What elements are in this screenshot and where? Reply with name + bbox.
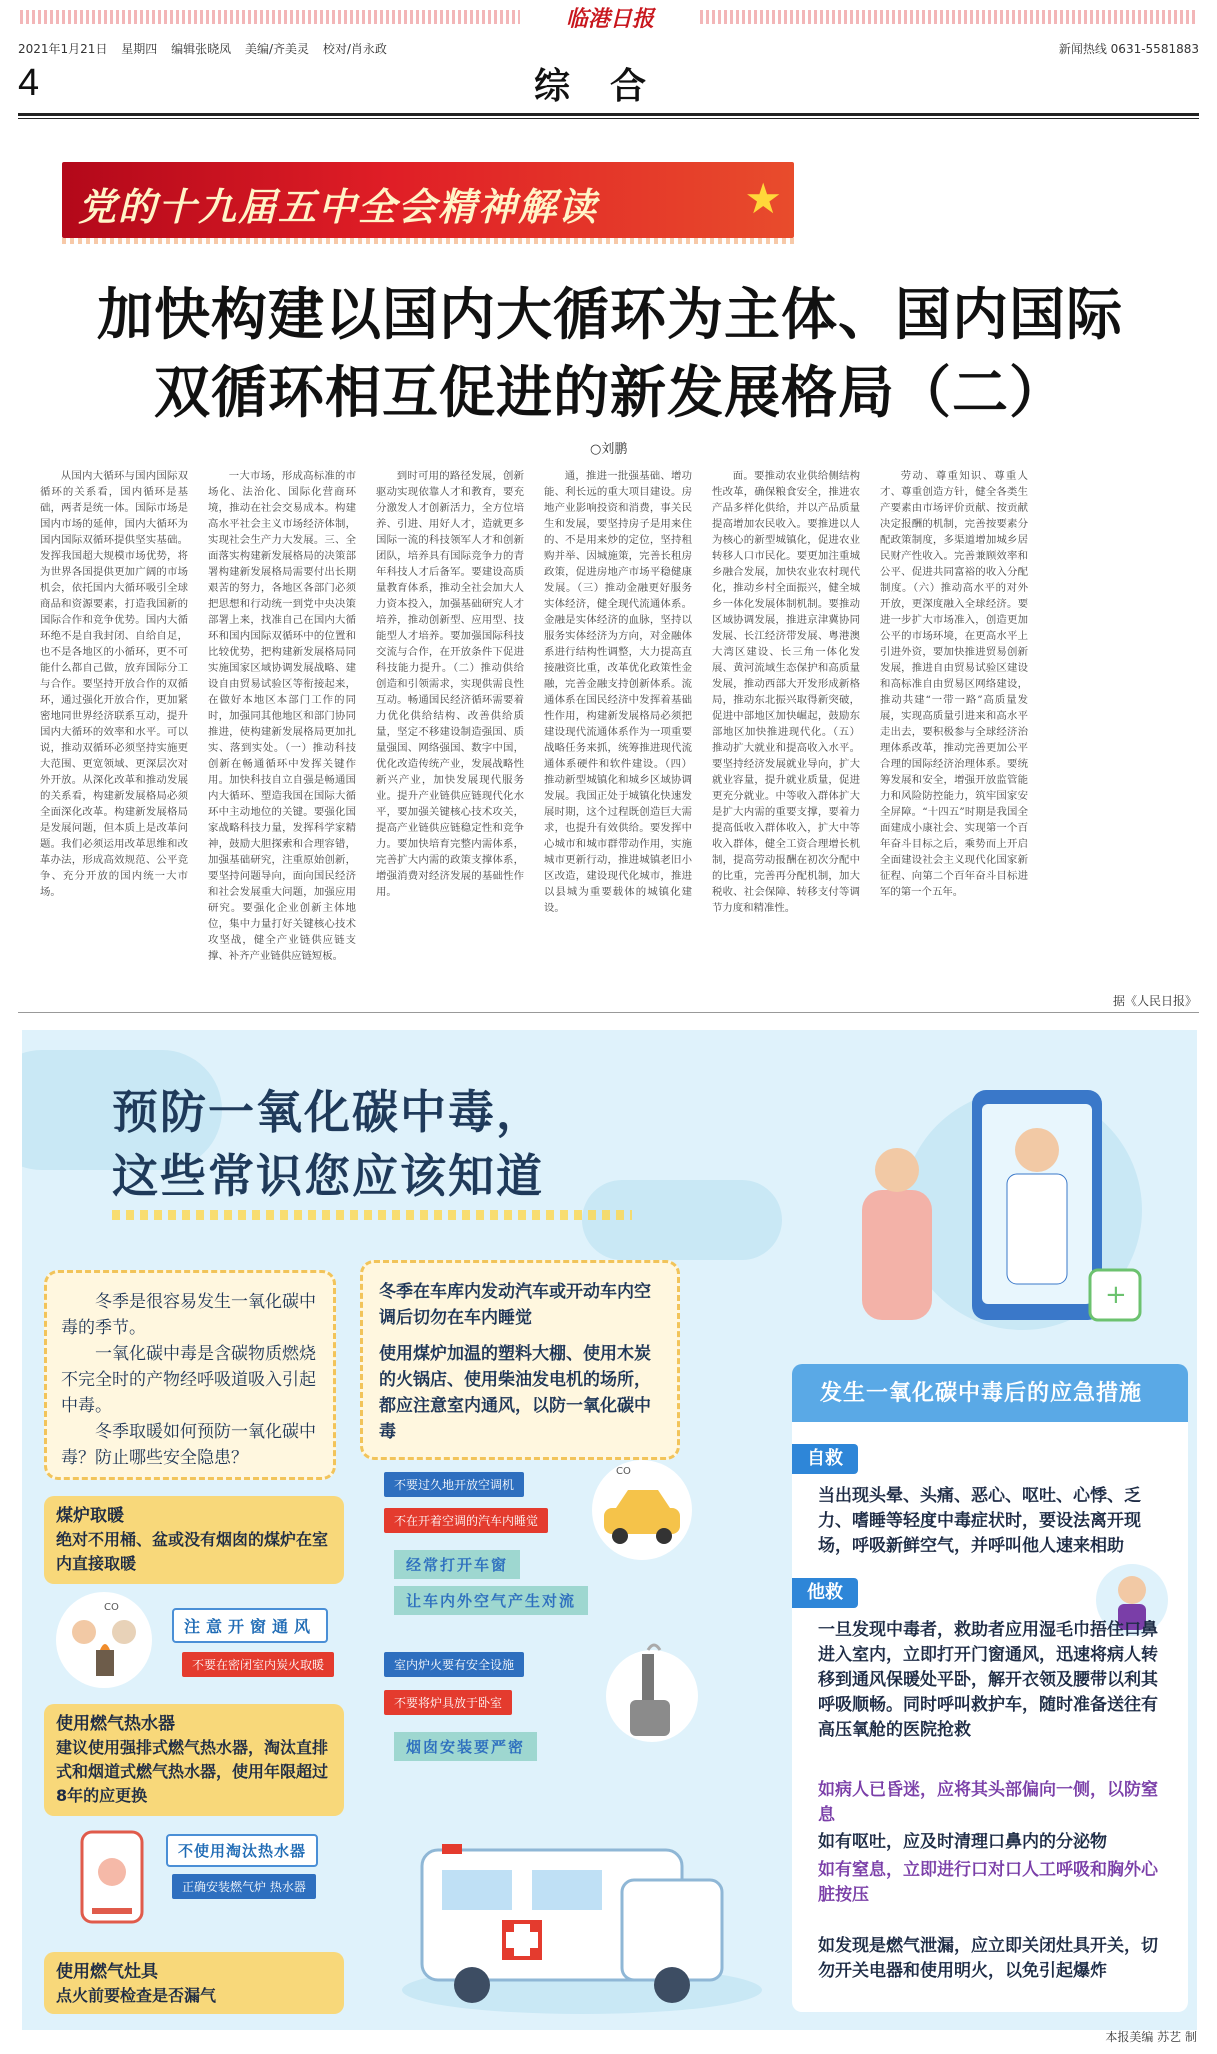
article-source: 据《人民日报》: [1112, 994, 1197, 1008]
banner-text: 党的十九届五中全会精神解读: [78, 185, 599, 229]
intro-card: [44, 1270, 336, 1480]
infographic-title-line-2: 这些常识您应该知道: [112, 1149, 544, 1203]
unconscious-instruction: 如病人已昏迷，应将其头部偏向一侧，以防窒息: [818, 1780, 1158, 1825]
no-old-heater-tag: 不使用淘汰热水器: [166, 1834, 318, 1867]
article-column: 通，推进一批强基础、增功能、利长远的重大项目建设。房地产业影响投资和消费，事关民生和发展，要坚持房子是用来住的、不是用来炒的定位，坚持租购并举、因城施策，完善长租房政策，促进房地产市场平稳健康发展。（三）推动金融更好服务实体经济，健全现代流通体系。金融是实体经济的血脉，坚持以服务实体经济为方向，对金融体系进行结构性调整，大力提高直接融资比重，改革优化政策性金融，完善金融支持创新体系。流通体系在国民经济中发挥着基础性作用，构建新发展格局必须把建设现代流通体系作为一项重要战略任务来抓，统筹推进现代流通体系硬件和软件建设。（四）推动新型城镇化和城乡区域协调发展。我国正处于城镇化快速发展时期，这个过程既创造巨大需求，也提升有效供给。要发挥中心城市和城市群带动作用，实施城市更新行动，推进城镇老旧小区改造，建设现代化城市，推进以县城为重要载体的城镇化建设。: [544, 470, 692, 914]
intro-paragraph-1: 冬季是很容易发生一氧化碳中毒的季节。: [61, 1292, 316, 1338]
vomit-instruction: 如有呕吐，应及时清理口鼻内的分泌物: [818, 1832, 1107, 1852]
emergency-panel-header: [792, 1364, 1188, 1422]
other-rescue-label: 他救: [792, 1578, 858, 1608]
star-icon: ★: [744, 174, 782, 223]
issue-weekday: 星期四: [121, 42, 158, 56]
article-divider: [18, 1012, 1199, 1013]
no-long-ac-tag: 不要过久地开放空调机: [384, 1472, 524, 1497]
emergency-title: 发生一氧化碳中毒后的应急措施: [820, 1381, 1143, 1406]
co-label: CO: [616, 1466, 631, 1477]
gas-stove-text: 点火前要检查是否漏气: [56, 1986, 217, 2005]
coal-stove-text: 绝对不用桶、盆或没有烟囱的煤炉在室内直接取暖: [56, 1530, 329, 1573]
page-number: 4: [18, 62, 40, 104]
issue-date: 2021年1月21日: [18, 42, 108, 56]
ventilate-tag: 注意开窗通风: [172, 1608, 328, 1643]
open-window-tag: 经常打开车窗: [394, 1550, 520, 1579]
air-convection-tag: 让车内外空气产生对流: [394, 1586, 588, 1615]
self-rescue-text: 当出现头晕、头痛、恶心、呕吐、心悸、乏力、嗜睡等轻度中毒症状时，要设法离开现场，呼吸新鲜空气，并呼叫他人速来相助: [818, 1486, 1141, 1556]
cloud-decoration: [582, 1180, 782, 1260]
gas-heater-title: 使用燃气热水器: [56, 1714, 175, 1734]
gas-stove-title: 使用燃气灶具: [56, 1962, 158, 1982]
svg-text:+: +: [1105, 1280, 1127, 1310]
car-warning-text: 冬季在车库内发动汽车或开动车内空调后切勿在车内睡觉: [379, 1282, 651, 1328]
editor-credit: 编辑张晓凤: [171, 42, 232, 56]
family-stove-illustration: [44, 1590, 174, 1690]
chimney-sealed-tag: 烟囱安装要严密: [394, 1732, 537, 1761]
car-greenhouse-card: [360, 1260, 680, 1460]
header-divider: [18, 113, 1199, 116]
car-illustration: [582, 1450, 702, 1560]
stove-pipe-illustration: [602, 1640, 702, 1750]
infographic-title: [112, 1080, 544, 1208]
gas-heater-box: [44, 1704, 344, 1816]
art-editor-credit: 美编/齐美灵: [244, 42, 310, 56]
proofreader-credit: 校对/肖永政: [322, 42, 387, 56]
emergency-measures-panel: [792, 1364, 1188, 2012]
intro-paragraph-3: 冬季取暖如何预防一氧化碳中毒？防止哪些安全隐患？: [61, 1422, 316, 1468]
gas-heater-text: 建议使用强排式燃气热水器，淘汰直排式和烟道式燃气热水器，使用年限超过8年的应更换: [56, 1738, 329, 1805]
suffocate-instruction: 如有窒息，立即进行口对口人工呼吸和胸外心脏按压: [818, 1860, 1158, 1905]
greenhouse-warning-text: 使用煤炉加温的塑料大棚、使用木炭的火锅店、使用柴油发电机的场所，都应注意室内通风，以防一氧化碳中毒: [379, 1344, 651, 1442]
article-column: 面。要推动农业供给侧结构性改革，确保粮食安全，推进农产品多样化供给，并以产品质量提高增加农民收入。要推进以人为核心的新型城镇化，促进农业转移人口市民化。要更加注重城乡融合发展，加快农业农村现代化，推动乡村全面振兴，健全城乡一体化发展体制机制。要推动区域协调发展，推进京津冀协同发展、长江经济带发展、粤港澳大湾区建设、长三角一体化发展、黄河流域生态保护和高质量发展，推动西部大开发形成新格局，推动东北振兴取得新突破，促进中部地区加快崛起，鼓励东部地区加快推进现代化。（五）推动扩大就业和提高收入水平。要坚持经济发展就业导向，扩大就业容量，提升就业质量，促进更充分就业。中等收入群体扩大是扩大内需的重要支撑，要着力提高低收入群体收入，扩大中等收入群体，健全工资合理增长机制，提高劳动报酬在初次分配中的比重，完善再分配机制，加大税收、社会保障、转移支付等调节力度和精准性。: [712, 470, 860, 914]
article-column: 一大市场，形成高标准的市场化、法治化、国际化营商环境，推动在社会交易成本。构建高水平社会主义市场经济体制，实现社会生产力大发展。三、全面落实构建新发展格局的决策部署构建新发展格局需要付出长期艰苦的努力，各地区各部门必须把思想和行动统一到党中央决策部署上来，找准自己在国内大循环和国内国际双循环中的位置和比较优势，把构建新发展格局同实施国家区域协调发展战略、建设自由贸易试验区等衔接起来，在做好本地区本部门工作的同时，加强同其他地区和部门协同推进，使构建新发展格局更加扎实、落到实处。（一）推动科技创新在畅通循环中发挥关键作用。加快科技自立自强是畅通国内大循环、塑造我国在国际大循环中主动地位的关键。要强化国家战略科技力量，发挥科学家精神，鼓励大胆探索和合理容错，加强基础研究，注重原始创新，要坚持问题导向，面向国民经济和社会发展重大问题，加强应用研究。要强化企业创新主体地位，集中力量打好关键核心技术攻坚战，健全产业链供应链支撑、补齐产业链供应链短板。: [208, 470, 356, 962]
coal-stove-title: 煤炉取暖: [56, 1506, 124, 1526]
gas-leak-instruction: 如发现是燃气泄漏，应立即关闭灶具开关，切勿开关电器和使用明火，以免引起爆炸: [818, 1936, 1158, 1981]
column-banner: [62, 162, 794, 238]
article-column: 劳动、尊重知识、尊重人才、尊重创造方针，健全各类生产要素由市场评价贡献、按贡献决定报酬的机制，完善按要素分配政策制度，多渠道增加城乡居民财产性收入。完善兼顾效率和公平、促进共同富裕的收入分配制度。（六）推动高水平的对外开放，更深度融入全球经济。要进一步扩大市场准入，创造更加公平的市场环境，在更高水平上引进外资，要加快推进贸易创新发展，推进自由贸易试验区建设和高标准自由贸易区网络建设，推动共建“一带一路”高质量发展，实现高质量引进来和高水平走出去，要积极参与全球经济治理体系改革，推动完善更加公平合理的国际经济治理体系。要统筹发展和安全，增强开放监管能力和风险防控能力，筑牢国家安全屏障。“十四五”时期是我国全面建成小康社会、实现第一个百年奋斗目标之后，乘势而上开启全面建设社会主义现代化国家新征程、向第二个百年奋斗目标进军的第一个五年。: [880, 470, 1028, 898]
infographic-credit: 本报美编 苏艺 制: [1105, 2030, 1197, 2044]
stove-safety-tag: 室内炉火要有安全设施: [384, 1652, 524, 1677]
header-divider-thin: [18, 118, 1199, 119]
self-rescue-label: 自救: [792, 1444, 858, 1474]
intro-paragraph-2: 一氧化碳中毒是含碳物质燃烧不完全时的产物经呼吸道吸入引起中毒。: [61, 1344, 316, 1416]
install-heater-tag: 正确安装燃气炉 热水器: [172, 1874, 316, 1899]
no-charcoal-tag: 不要在密闭室内炭火取暖: [182, 1652, 334, 1677]
masthead: [0, 0, 1217, 32]
infographic-title-line-1: 预防一氧化碳中毒，: [112, 1085, 544, 1139]
paper-name: 临港日报: [565, 6, 654, 32]
masthead-stripe-right: [700, 10, 1197, 24]
article-column: 从国内大循环与国内国际双循环的关系看，国内循环是基础，两者是统一体。国际市场是国内市场的延伸，国内大循环为国内国际双循环提供坚实基础。发挥我国超大规模市场优势，将为世界各国提供更加广阔的市场机会，依托国内大循环吸引全球商品和资源要素，打造我国新的国际合作和竞争优势。国内大循环绝不是自我封闭、自给自足，也不是各地区的小循环，更不可能什么都自己做，放弃国际分工与合作。要坚持开放合作的双循环，通过强化开放合作，更加紧密地同世界经济联系互动，提升国内大循环的效率和水平。可以说，推动双循环必须坚持实施更大范围、更宽领域、更深层次对外开放。从深化改革和推动发展的关系看，构建新发展格局必须全面深化改革。构建新发展格局是发展问题，但本质上是改革问题。我们必须运用改革思维和改革办法，形成高效规范、公平竞争、充分开放的国内统一大市场。: [40, 470, 188, 898]
headline-line-1: 加快构建以国内大循环为主体、国内国际: [97, 282, 1123, 348]
doctor-phone-illustration: [822, 1070, 1162, 1340]
headline-line-2: 双循环相互促进的新发展格局（二）: [154, 360, 1066, 426]
article-byline: ○刘鹏: [590, 442, 628, 457]
co-prevention-infographic: [22, 1030, 1197, 2030]
coal-stove-box: [44, 1496, 344, 1584]
no-stove-bedroom-tag: 不要将炉具放于卧室: [384, 1690, 512, 1715]
article-column: 到时可用的路径发展，创新驱动实现依靠人才和教育，要充分激发人才创新活力，全方位培养、引进、用好人才，造就更多国际一流的科技领军人才和创新团队，培养具有国际竞争力的青年科技人才后备军。要建设高质量教育体系，推动全社会加大人力资本投入，加强基础研究人才培养，推动创新型、应用型、技能型人才培养。要加强国际科技交流与合作，在开放条件下促进科技能力提升。（二）推动供给创造和引领需求，实现供需良性互动。畅通国民经济循环需要着力优化供给结构、改善供给质量，坚定不移建设制造强国、质量强国、网络强国、数字中国，优化改造传统产业，发展战略性新兴产业，加快发展现代服务业。提升产业链供应链现代化水平，要加强关键核心技术攻关，提高产业链供应链稳定性和竞争力。要加快培育完整内需体系，完善扩大内需的政策支撑体系，增强消费对经济发展的基础性作用。: [376, 470, 524, 898]
water-heater-illustration: [62, 1822, 162, 1942]
masthead-stripe-left: [20, 10, 520, 24]
gas-stove-box: [44, 1952, 344, 2014]
other-rescue-text: 一旦发现中毒者，救助者应用湿毛巾捂住口鼻进入室内，立即打开门窗通风，迅速将病人转移到通风保暖处平卧，解开衣领及腰带以利其呼吸顺畅。同时呼叫救护车，随时准备送往有高压氧舱的医院抢救: [818, 1620, 1158, 1740]
ambulance-illustration: [382, 1790, 782, 2020]
no-sleep-car-tag: 不在开着空调的汽车内睡觉: [384, 1508, 548, 1533]
news-hotline: 新闻热线 0631-5581883: [1058, 42, 1199, 56]
title-underline: [112, 1210, 632, 1220]
co-label: CO: [104, 1602, 119, 1613]
section-title: 综合: [533, 66, 686, 107]
article-body: [40, 468, 1200, 988]
article-headline: [40, 276, 1180, 432]
